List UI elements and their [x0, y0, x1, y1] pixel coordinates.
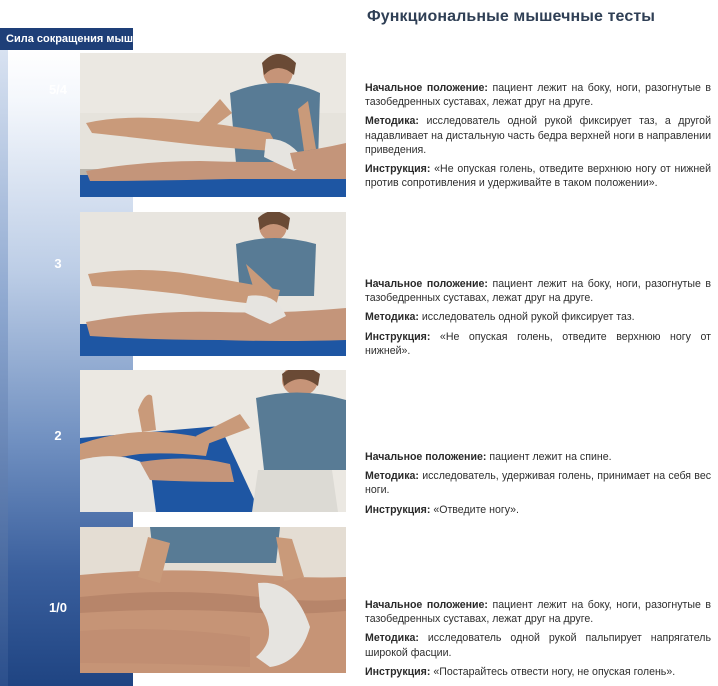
- start-position: Начальное положение: пациент лежит на спине.: [365, 451, 612, 463]
- method: Методика: исследователь одной рукой фиксирует таз, а другой надавливает на дистальную часть бедра верхней ноги в направлении приведения.: [365, 115, 711, 156]
- grade-label: 5/4: [48, 82, 68, 97]
- instruction: Инструкция: «Не опуская голень, отведите верхнюю ногу от нижней против сопротивления и удерживайте в таком положении».: [365, 163, 711, 190]
- test-description: [365, 450, 711, 522]
- test-description: [365, 598, 711, 684]
- instruction: Инструкция: «Постарайтесь отвести ногу, не опуская голень».: [365, 665, 676, 678]
- page-title: Функциональные мышечные тесты: [367, 8, 656, 25]
- supine-abduction-photo: [80, 370, 346, 512]
- grade-label: 3: [54, 256, 62, 271]
- side-lying-abduction-resisted-photo: [80, 53, 346, 197]
- test-description: [365, 277, 711, 363]
- method: Методика: исследователь одной рукой фиксирует таз.: [365, 311, 635, 324]
- method: Методика: исследователь одной рукой пальпирует напрягатель широкой фасции.: [365, 632, 711, 659]
- strength-scale-edge: [0, 50, 8, 686]
- test-description: [365, 81, 711, 195]
- start-position: Начальное положение: пациент лежит на боку, ноги, разогнутые в тазобедренных суставах, лежат друг на друге.: [365, 599, 711, 626]
- grade-label: 1/0: [48, 600, 68, 615]
- instruction: Инструкция: «Не опуская голень, отведите верхнюю ногу от нижней».: [365, 330, 711, 357]
- start-position: Начальное положение: пациент лежит на боку, ноги, разогнутые в тазобедренных суставах, лежат друг на друге.: [365, 82, 711, 109]
- instruction: Инструкция: «Отведите ногу».: [365, 503, 519, 516]
- method: Методика: исследователь, удерживая голень, принимает на себя вес ноги.: [365, 470, 712, 497]
- scale-header: Сила сокращения мышц: [0, 28, 133, 50]
- side-lying-abduction-photo: [80, 212, 346, 356]
- start-position: Начальное положение: пациент лежит на боку, ноги, разогнутые в тазобедренных суставах, лежат друг на друге.: [365, 278, 711, 305]
- grade-label: 2: [54, 428, 62, 443]
- fascia-palpation-photo: [80, 527, 346, 673]
